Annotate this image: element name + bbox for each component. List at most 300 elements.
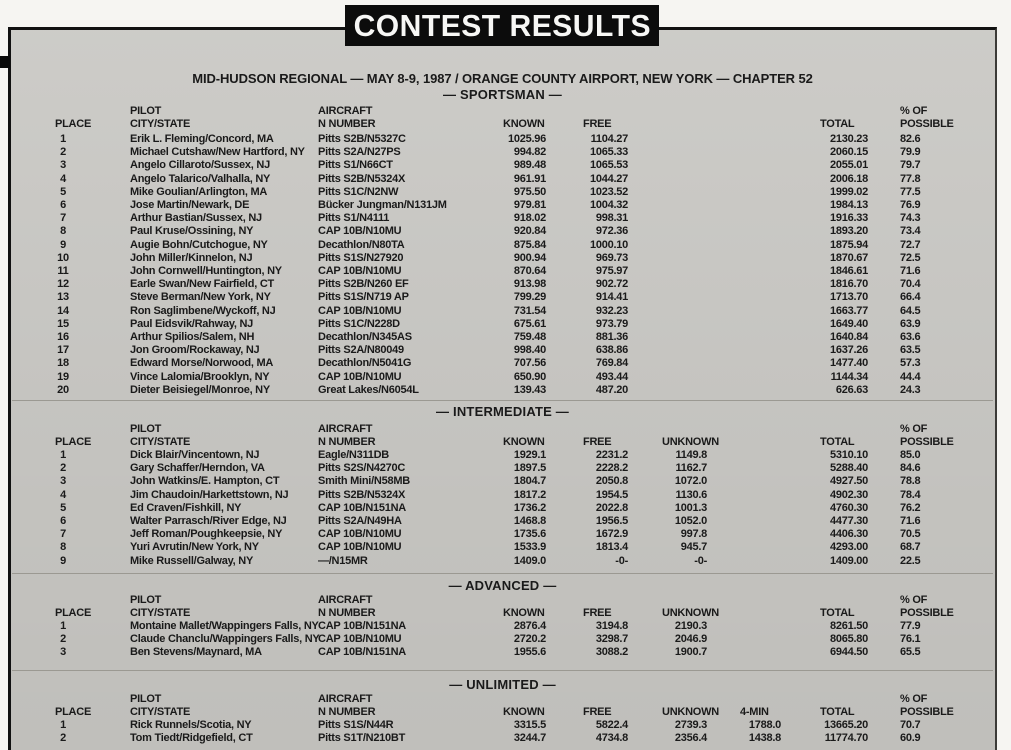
cell-aircraft: Pitts S2A/N27PS <box>318 146 401 159</box>
cell-unknown: 1149.8 <box>675 449 707 461</box>
cell-place: 8 <box>60 541 66 554</box>
cell-place: 11 <box>57 265 69 277</box>
cell-pilot: Dick Blair/Vincentown, NJ <box>130 449 260 461</box>
result-row <box>0 646 1011 659</box>
cell-known: 2720.2 <box>513 633 546 646</box>
cell-place: 8 <box>60 225 66 238</box>
cell-place: 6 <box>60 515 66 527</box>
cell-total: 1713.70 <box>829 291 868 304</box>
header-unknown: UNKNOWN <box>662 607 719 619</box>
cell-free: 487.20 <box>595 383 628 396</box>
section-divider <box>12 670 993 671</box>
cell-aircraft: Decathlon/N5041G <box>318 357 412 370</box>
cell-unknown: 997.8 <box>680 528 707 541</box>
header-n-number: N NUMBER <box>318 118 376 130</box>
result-row <box>0 252 1011 265</box>
cell-total: 1477.40 <box>829 357 868 370</box>
section-divider <box>12 573 993 574</box>
cell-unknown: 1052.0 <box>674 515 707 527</box>
cell-total: 2006.18 <box>829 172 868 185</box>
header-unknown: UNKNOWN <box>662 436 719 448</box>
cell-known: 3315.5 <box>513 719 546 731</box>
result-row <box>0 449 1011 462</box>
cell-pilot: John Miller/Kinnelon, NJ <box>130 251 253 264</box>
cell-free: 969.73 <box>595 251 628 264</box>
cell-unknown: 1072.0 <box>674 475 707 488</box>
cell-known: 998.40 <box>513 344 546 357</box>
header-unknown: UNKNOWN <box>662 706 719 718</box>
cell-pct: 57.3 <box>900 357 921 370</box>
header-pct-of: % OF <box>900 693 928 705</box>
cell-unknown: 1130.6 <box>675 488 707 501</box>
cell-pct: 77.9 <box>900 620 921 632</box>
header-pct-of: % OF <box>900 423 928 435</box>
header-free: FREE <box>583 436 612 448</box>
cell-place: 7 <box>60 212 66 225</box>
cell-total: 4902.30 <box>829 488 868 501</box>
cell-place: 18 <box>57 357 69 370</box>
header-n-number: N NUMBER <box>318 607 376 619</box>
header-known: KNOWN <box>503 607 545 619</box>
page-title: CONTEST RESULTS <box>353 7 651 43</box>
cell-place: 3 <box>60 646 66 659</box>
cell-total: 2060.15 <box>829 146 868 159</box>
cell-pct: 79.9 <box>900 146 921 159</box>
header-city-state: CITY/STATE <box>130 436 191 448</box>
section-title: — UNLIMITED — <box>449 677 556 692</box>
result-row <box>0 555 1011 568</box>
cell-total: 4293.00 <box>829 541 868 554</box>
cell-pct: 64.5 <box>900 304 921 317</box>
result-row <box>0 225 1011 238</box>
cell-unknown: 1900.7 <box>674 646 707 659</box>
cell-aircraft: Pitts S2A/N80049 <box>318 344 404 357</box>
cell-place: 2 <box>60 146 66 159</box>
cell-free: 902.72 <box>595 278 628 291</box>
cell-pilot: Ron Saglimbene/Wyckoff, NJ <box>130 304 276 317</box>
result-row <box>0 528 1011 541</box>
cell-free: 1065.53 <box>589 159 628 172</box>
header-free: FREE <box>583 118 612 130</box>
result-row <box>0 344 1011 357</box>
header-pilot: PILOT <box>130 693 162 705</box>
cell-total: 1409.00 <box>829 554 868 567</box>
result-row <box>0 318 1011 331</box>
cell-pct: 71.6 <box>900 515 921 527</box>
result-row <box>0 462 1011 475</box>
section-title: — ADVANCED — <box>448 578 557 593</box>
cell-aircraft: Pitts S1C/N2NW <box>318 185 399 198</box>
cell-pilot: Steve Berman/New York, NY <box>130 291 271 304</box>
cell-pct: 60.9 <box>900 732 921 745</box>
cell-place: 16 <box>57 331 69 343</box>
cell-known: 989.48 <box>513 159 546 172</box>
cell-place: 2 <box>60 462 66 475</box>
cell-aircraft: CAP 10B/N10MU <box>318 541 402 554</box>
cell-free: 1065.33 <box>589 146 628 159</box>
result-row <box>0 475 1011 488</box>
cell-aircraft: Pitts S2A/N49HA <box>318 515 402 527</box>
cell-pilot: Erik L. Fleming/Concord, MA <box>130 133 274 145</box>
cell-free: 3088.2 <box>595 646 628 659</box>
cell-free: 1044.27 <box>589 172 628 185</box>
result-row <box>0 199 1011 212</box>
cell-place: 13 <box>57 291 69 304</box>
cell-free: 998.31 <box>595 212 628 225</box>
cell-pct: 78.8 <box>900 475 921 488</box>
cell-aircraft: Pitts S1C/N228D <box>318 317 400 330</box>
cell-pilot: John Cornwell/Huntington, NY <box>130 265 282 277</box>
header-known: KNOWN <box>503 706 545 718</box>
section-divider <box>12 400 993 401</box>
cell-pct: 84.6 <box>900 462 921 475</box>
header-total: TOTAL <box>820 118 855 130</box>
cell-total: 1875.94 <box>829 238 868 251</box>
cell-known: 1735.6 <box>513 528 546 541</box>
cell-pct: 74.3 <box>900 212 921 225</box>
cell-total: 5288.40 <box>829 462 868 475</box>
cell-place: 14 <box>57 304 69 317</box>
cell-free: 3194.8 <box>595 620 628 632</box>
cell-aircraft: Pitts S2B/N5324X <box>318 172 406 185</box>
result-row <box>0 133 1011 146</box>
cell-known: 975.50 <box>513 185 546 198</box>
cell-pct: 70.4 <box>900 278 921 291</box>
header-aircraft: AIRCRAFT <box>318 105 373 117</box>
cell-pilot: Mike Russell/Galway, NY <box>130 554 254 567</box>
cell-pct: 65.5 <box>900 646 921 659</box>
cell-pct: 82.6 <box>900 133 921 145</box>
header-total: TOTAL <box>820 436 855 448</box>
cell-total: 8261.50 <box>829 620 868 632</box>
cell-pct: 79.7 <box>900 159 921 172</box>
cell-aircraft: CAP 10B/N151NA <box>318 501 407 514</box>
cell-aircraft: Pitts S1T/N210BT <box>318 732 406 745</box>
cell-pilot: Ben Stevens/Maynard, MA <box>130 646 262 659</box>
cell-pct: 77.5 <box>900 185 921 198</box>
result-row <box>0 515 1011 528</box>
cell-free: 2228.2 <box>595 462 628 475</box>
result-row <box>0 278 1011 291</box>
cell-known: 1929.1 <box>513 449 546 461</box>
cell-known: 799.29 <box>513 291 546 304</box>
header-aircraft: AIRCRAFT <box>318 693 373 705</box>
cell-place: 4 <box>60 172 66 185</box>
cell-free: 914.41 <box>595 291 628 304</box>
cell-free: 4734.8 <box>595 732 628 745</box>
cell-pct: 78.4 <box>900 488 921 501</box>
result-row <box>0 384 1011 397</box>
cell-known: 139.43 <box>513 383 546 396</box>
cell-pilot: Dieter Beisiegel/Monroe, NY <box>130 383 270 396</box>
cell-known: 731.54 <box>513 304 546 317</box>
cell-pilot: Mike Goulian/Arlington, MA <box>130 185 268 198</box>
cell-pct: 76.2 <box>900 501 921 514</box>
header-total: TOTAL <box>820 607 855 619</box>
cell-pct: 85.0 <box>900 449 921 461</box>
cell-fourmin: 1438.8 <box>748 732 781 745</box>
cell-pilot: Augie Bohn/Cutchogue, NY <box>130 238 268 251</box>
cell-place: 2 <box>60 732 66 745</box>
cell-pct: 72.7 <box>900 238 921 251</box>
result-row <box>0 357 1011 370</box>
header-pct-of: % OF <box>900 594 928 606</box>
result-row <box>0 159 1011 172</box>
header-pct: POSSIBLE <box>900 607 954 619</box>
cell-aircraft: Pitts S2B/N260 EF <box>318 278 409 291</box>
header-pilot: PILOT <box>130 594 162 606</box>
cell-place: 15 <box>57 317 69 330</box>
cell-pilot: Montaine Mallet/Wappingers Falls, NY <box>130 620 319 632</box>
cell-known: 994.82 <box>513 146 546 159</box>
cell-known: 913.98 <box>513 278 546 291</box>
cell-pct: 70.7 <box>900 719 921 731</box>
cell-place: 4 <box>60 488 66 501</box>
cell-total: 626.63 <box>835 383 868 396</box>
cell-known: 1409.0 <box>513 554 546 567</box>
cell-aircraft: Pitts S1S/N27920 <box>318 251 404 264</box>
header-aircraft: AIRCRAFT <box>318 423 373 435</box>
cell-free: 1104.27 <box>590 133 628 145</box>
result-row <box>0 305 1011 318</box>
cell-total: 11774.70 <box>824 732 868 745</box>
cell-pilot: Michael Cutshaw/New Hartford, NY <box>130 146 305 159</box>
header-place: PLACE <box>55 436 92 448</box>
cell-pct: 63.9 <box>900 317 921 330</box>
cell-free: 1004.32 <box>589 199 628 211</box>
cell-total: 1999.02 <box>829 185 868 198</box>
cell-place: 1 <box>60 133 66 145</box>
cell-pilot: Edward Morse/Norwood, MA <box>130 357 274 370</box>
result-row <box>0 732 1011 745</box>
cell-free: 2050.8 <box>595 475 628 488</box>
contest-subtitle: MID-HUDSON REGIONAL — MAY 8-9, 1987 / ORANGE COUNTY AIRPORT, NEW YORK — CHAPTER 52 <box>192 71 813 86</box>
cell-total: 1637.26 <box>829 344 868 357</box>
cell-total: 5310.10 <box>829 449 868 461</box>
header-city-state: CITY/STATE <box>130 607 191 619</box>
cell-aircraft: Pitts S1/N66CT <box>318 159 393 172</box>
header-aircraft: AIRCRAFT <box>318 594 373 606</box>
cell-unknown: 945.7 <box>680 541 707 554</box>
cell-free: 1813.4 <box>595 541 628 554</box>
cell-pilot: Walter Parrasch/River Edge, NJ <box>130 515 287 527</box>
cell-total: 13665.20 <box>824 719 868 731</box>
result-row <box>0 719 1011 732</box>
cell-known: 1817.2 <box>513 488 546 501</box>
cell-aircraft: CAP 10B/N10MU <box>318 528 402 541</box>
cell-aircraft: Decathlon/N345AS <box>318 331 412 343</box>
cell-aircraft: Eagle/N311DB <box>318 449 389 461</box>
result-row <box>0 489 1011 502</box>
cell-known: 1468.8 <box>513 515 546 527</box>
result-row <box>0 502 1011 515</box>
cell-free: 1023.52 <box>589 185 628 198</box>
cell-pilot: Arthur Spilios/Salem, NH <box>130 331 255 343</box>
section-title: — INTERMEDIATE — <box>436 404 569 419</box>
cell-aircraft: Pitts S1S/N44R <box>318 719 394 731</box>
cell-known: 918.02 <box>513 212 546 225</box>
header-place: PLACE <box>55 706 92 718</box>
cell-pct: 76.1 <box>900 633 921 646</box>
cell-place: 12 <box>57 278 69 291</box>
cell-pilot: Tom Tiedt/Ridgefield, CT <box>130 732 253 745</box>
cell-total: 8065.80 <box>829 633 868 646</box>
cell-known: 675.61 <box>513 317 546 330</box>
cell-pct: 70.5 <box>900 528 921 541</box>
header-free: FREE <box>583 706 612 718</box>
cell-known: 1533.9 <box>513 541 546 554</box>
cell-aircraft: Pitts S2S/N4270C <box>318 462 406 475</box>
cell-pct: 68.7 <box>900 541 921 554</box>
cell-pct: 77.8 <box>900 172 921 185</box>
cell-pct: 66.4 <box>900 291 921 304</box>
result-row <box>0 173 1011 186</box>
cell-pilot: Jim Chaudoin/Harkettstown, NJ <box>130 488 289 501</box>
cell-free: 769.84 <box>595 357 628 370</box>
cell-known: 920.84 <box>513 225 546 238</box>
cell-aircraft: —/N15MR <box>318 554 368 567</box>
result-row <box>0 291 1011 304</box>
cell-unknown: 2046.9 <box>674 633 707 646</box>
cell-pct: 24.3 <box>900 383 921 396</box>
cell-place: 3 <box>60 159 66 172</box>
cell-total: 1870.67 <box>829 251 868 264</box>
cell-total: 4477.30 <box>829 515 868 527</box>
cell-place: 1 <box>60 719 66 731</box>
cell-aircraft: CAP 10B/N10MU <box>318 225 402 238</box>
cell-known: 3244.7 <box>513 732 546 745</box>
cell-unknown: 1001.3 <box>674 501 707 514</box>
header-known: KNOWN <box>503 436 545 448</box>
cell-pilot: Gary Schaffer/Herndon, VA <box>130 462 265 475</box>
result-row <box>0 620 1011 633</box>
cell-pct: 63.6 <box>900 331 921 343</box>
result-row <box>0 146 1011 159</box>
cell-aircraft: Pitts S1/N4111 <box>318 212 390 225</box>
result-row <box>0 212 1011 225</box>
cell-pct: 71.6 <box>900 265 921 277</box>
cell-place: 19 <box>57 370 69 383</box>
cell-place: 10 <box>57 251 69 264</box>
cell-pilot: Yuri Avrutin/New York, NY <box>130 541 259 554</box>
header-pct: POSSIBLE <box>900 436 954 448</box>
cell-known: 1025.96 <box>507 133 546 145</box>
header-place: PLACE <box>55 607 92 619</box>
cell-pilot: Angelo Cillaroto/Sussex, NJ <box>130 159 270 172</box>
cell-aircraft: Great Lakes/N6054L <box>318 383 419 396</box>
cell-free: 975.97 <box>595 265 628 277</box>
result-row <box>0 633 1011 646</box>
cell-fourmin: 1788.0 <box>748 719 781 731</box>
cell-known: 961.91 <box>513 172 546 185</box>
cell-aircraft: CAP 10B/N10MU <box>318 633 402 646</box>
header-city-state: CITY/STATE <box>130 706 191 718</box>
cell-total: 1893.20 <box>829 225 868 238</box>
cell-known: 1804.7 <box>513 475 546 488</box>
cell-place: 17 <box>57 344 69 357</box>
cell-aircraft: Pitts S2B/N5327C <box>318 133 406 145</box>
cell-place: 1 <box>60 449 66 461</box>
cell-pct: 76.9 <box>900 199 921 211</box>
cell-pilot: Vince Lalomia/Brooklyn, NY <box>130 370 270 383</box>
cell-aircraft: Decathlon/N80TA <box>318 238 405 251</box>
cell-total: 4760.30 <box>829 501 868 514</box>
cell-total: 1649.40 <box>829 317 868 330</box>
header-n-number: N NUMBER <box>318 436 376 448</box>
cell-pilot: Jose Martin/Newark, DE <box>130 199 250 211</box>
result-row <box>0 541 1011 554</box>
cell-pilot: Earle Swan/New Fairfield, CT <box>130 278 274 291</box>
cell-free: 881.36 <box>595 331 628 343</box>
cell-known: 1897.5 <box>513 462 546 475</box>
header-place: PLACE <box>55 118 92 130</box>
result-row <box>0 265 1011 278</box>
cell-unknown: -0- <box>694 554 707 567</box>
cell-known: 2876.4 <box>513 620 546 632</box>
cell-pilot: Paul Eidsvik/Rahway, NJ <box>130 317 254 330</box>
cell-aircraft: Pitts S1S/N719 AP <box>318 291 409 304</box>
cell-pilot: Rick Runnels/Scotia, NY <box>130 719 252 731</box>
header-total: TOTAL <box>820 706 855 718</box>
cell-pct: 73.4 <box>900 225 921 238</box>
header-fourmin: 4-MIN <box>740 706 769 718</box>
cell-aircraft: CAP 10B/N151NA <box>318 646 407 659</box>
cell-known: 875.84 <box>513 238 546 251</box>
cell-known: 759.48 <box>513 331 546 343</box>
cell-place: 3 <box>60 475 66 488</box>
header-known: KNOWN <box>503 118 545 130</box>
cell-pilot: Arthur Bastian/Sussex, NJ <box>130 212 262 225</box>
cell-unknown: 2356.4 <box>674 732 707 745</box>
cell-unknown: 1162.7 <box>675 462 707 475</box>
cell-aircraft: Smith Mini/N58MB <box>318 475 410 488</box>
cell-total: 2130.23 <box>829 133 868 145</box>
cell-total: 6944.50 <box>829 646 868 659</box>
result-row <box>0 239 1011 252</box>
cell-free: 5822.4 <box>595 719 628 731</box>
cell-free: 1954.5 <box>595 488 628 501</box>
cell-pct: 22.5 <box>900 554 921 567</box>
cell-place: 9 <box>60 554 66 567</box>
cell-total: 1846.61 <box>829 265 868 277</box>
header-city-state: CITY/STATE <box>130 118 191 130</box>
cell-aircraft: CAP 10B/N151NA <box>318 620 407 632</box>
cell-free: 1956.5 <box>595 515 628 527</box>
cell-pilot: Ed Craven/Fishkill, NY <box>130 501 242 514</box>
cell-known: 650.90 <box>513 370 546 383</box>
cell-free: -0- <box>615 554 628 567</box>
header-pct: POSSIBLE <box>900 706 954 718</box>
header-free: FREE <box>583 607 612 619</box>
cell-pilot: Paul Kruse/Ossining, NY <box>130 225 254 238</box>
cell-aircraft: Pitts S2B/N5324X <box>318 488 406 501</box>
cell-pct: 63.5 <box>900 344 921 357</box>
result-row <box>0 186 1011 199</box>
header-pct: POSSIBLE <box>900 118 954 130</box>
cell-place: 7 <box>60 528 66 541</box>
cell-aircraft: CAP 10B/N10MU <box>318 304 402 317</box>
cell-pilot: John Watkins/E. Hampton, CT <box>130 475 280 488</box>
cell-free: 2022.8 <box>595 501 628 514</box>
cell-free: 1000.10 <box>589 238 628 251</box>
cell-free: 932.23 <box>595 304 628 317</box>
header-pct-of: % OF <box>900 105 928 117</box>
header-pilot: PILOT <box>130 423 162 435</box>
cell-place: 5 <box>60 185 66 198</box>
cell-free: 2231.2 <box>595 449 628 461</box>
header-n-number: N NUMBER <box>318 706 376 718</box>
cell-total: 4927.50 <box>829 475 868 488</box>
